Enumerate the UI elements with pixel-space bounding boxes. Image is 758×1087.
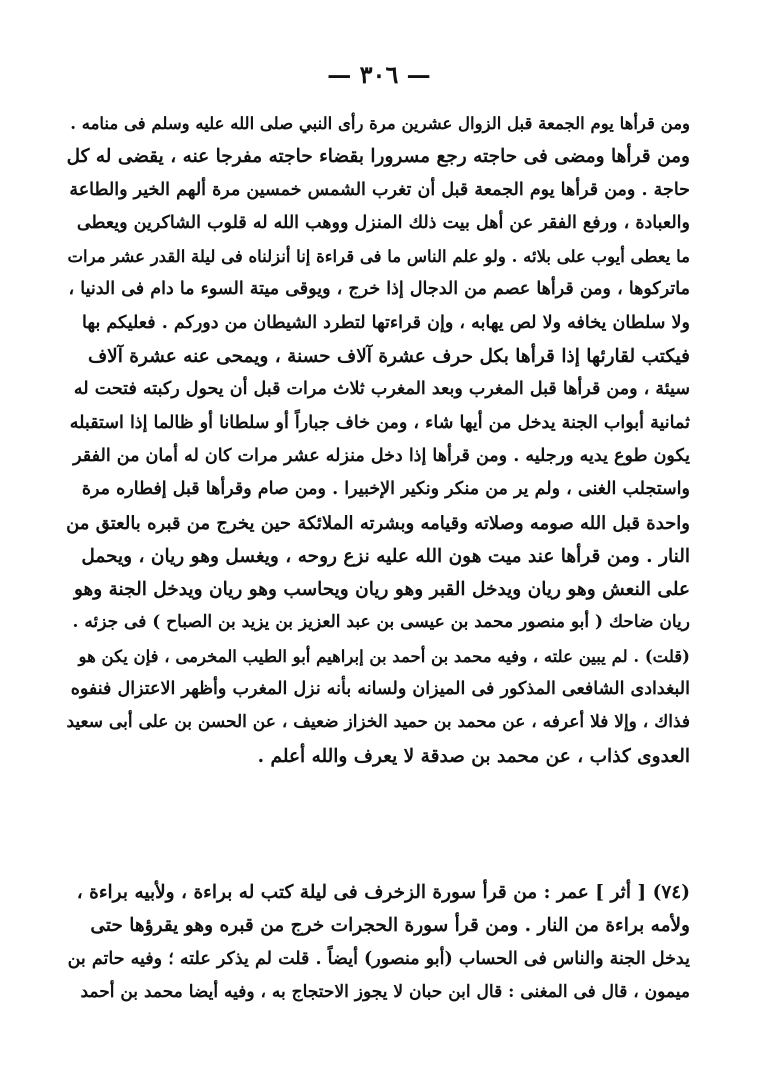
page-number: — ٣٠٦ — xyxy=(327,60,431,89)
text-line: ثمانية أبواب الجنة يدخل من أيها شاء ، ومن خاف جباراً أو سلطانا أو ظالما إذا استقبله xyxy=(69,412,690,433)
text-line: واستجلب الغنى ، ولم ير من منكر ونكير الإخبيرا . ومن صام وقرأها قبل إفطاره مرة xyxy=(81,479,690,500)
section-74-text-block xyxy=(66,876,690,1009)
text-line: ميمون ، قال فى المغنى : قال ابن حبان لا يجوز الاحتجاج به ، وفيه أيضا محمد بن أحمد xyxy=(80,981,690,1002)
text-line: فذاك ، وإلا فلا أعرفه ، عن محمد بن حميد الخزاز ضعيف ، عن الحسن بن على أبى سعيد xyxy=(66,712,690,733)
text-line: واحدة قبل الله صومه وصلاته وقيامه وبشرته الملائكة حين يخرج من قبره بالعتق من xyxy=(66,512,690,534)
main-text-block xyxy=(66,107,690,773)
text-line: والعبادة ، ورفع الفقر عن أهل بيت ذلك المنزل ووهب الله له قلوب الشاكرين ويعطى xyxy=(76,212,690,233)
text-line: يدخل الجنة والناس فى الحساب (أبو منصور) أيضاً . قلت لم يذكر علته ؛ وفيه حاتم بن xyxy=(67,948,690,969)
text-line: على النعش وهو ريان ويدخل القبر وهو ريان ويحاسب وهو ريان ويدخل الجنة وهو xyxy=(73,579,690,601)
text-line: ماتركوها ، ومن قرأها عصم من الدجال إذا خرج ، ويوقى ميتة السوء ما دام فى الدنيا ، xyxy=(68,279,690,300)
text-line: النار . ومن قرأها عند ميت هون الله عليه نزع روحه ، ويغسل وهو ريان ، ويحمل xyxy=(81,545,690,567)
text-line: (قلت) . لم يبين علته ، وفيه محمد بن أحمد بن إبراهيم أبو الطيب المخرمى ، فإن يكن هو xyxy=(78,646,690,666)
text-line: ولا سلطان يخافه ولا لص يهابه ، وإن قراءتها لتطرد الشيطان من دوركم . فعليكم بها xyxy=(82,312,690,333)
text-line: (٧٤) [ أثر ] عمر : من قرأ سورة الزخرف فى ليلة كتب له براءة ، ولأبيه براءة ، xyxy=(76,882,690,903)
text-line: ما يعطى أيوب على بلائه . ولو علم الناس ما فى قراءة إنا أنزلناه فى ليلة القدر عشر مرات xyxy=(67,247,690,267)
text-line: يكون طوع يديه ورجليه . ومن قرأها إذا دخل منزله عشر مرات كان له أمان من الفقر xyxy=(73,445,690,466)
text-line: البغدادى الشافعى المذكور فى الميزان ولسانه بأنه نزل المغرب وأظهر الاعتزال فنفوه xyxy=(70,679,690,700)
text-line: ريان ضاحك ( أبو منصور محمد بن عيسى بن عبد العزيز بن يزيد بن الصباح ) فى جزئه . xyxy=(72,612,690,633)
text-line: سيئة ، ومن قرأها قبل المغرب وبعد المغرب ثلاث مرات قبل أن يحول ركبته فتحت له xyxy=(73,379,690,400)
text-line: ومن قرأها ومضى فى حاجته رجع مسرورا بقضاء حاجته مفرجا عنه ، يقضى له كل xyxy=(66,146,690,168)
text-line: ومن قرأها يوم الجمعة قبل الزوال عشرين مرة رأى النبي صلى الله عليه وسلم فى منامه . xyxy=(70,114,690,133)
text-line: ولأمه براءة من النار . ومن قرأ سورة الحجرات خرج من قبره وهو يقرؤها حتى xyxy=(90,915,690,937)
text-line: حاجة . ومن قرأها يوم الجمعة قبل أن تغرب الشمس خمسين مرة ألهم الخير والطاعة xyxy=(69,179,690,200)
text-line: فيكتب لقارئها إذا قرأها بكل حرف عشرة آلاف حسنة ، ويمحى عنه عشرة آلاف xyxy=(87,346,690,368)
text-line: العدوى كذاب ، عن محمد بن صدقة لا يعرف والله أعلم . xyxy=(257,745,690,767)
